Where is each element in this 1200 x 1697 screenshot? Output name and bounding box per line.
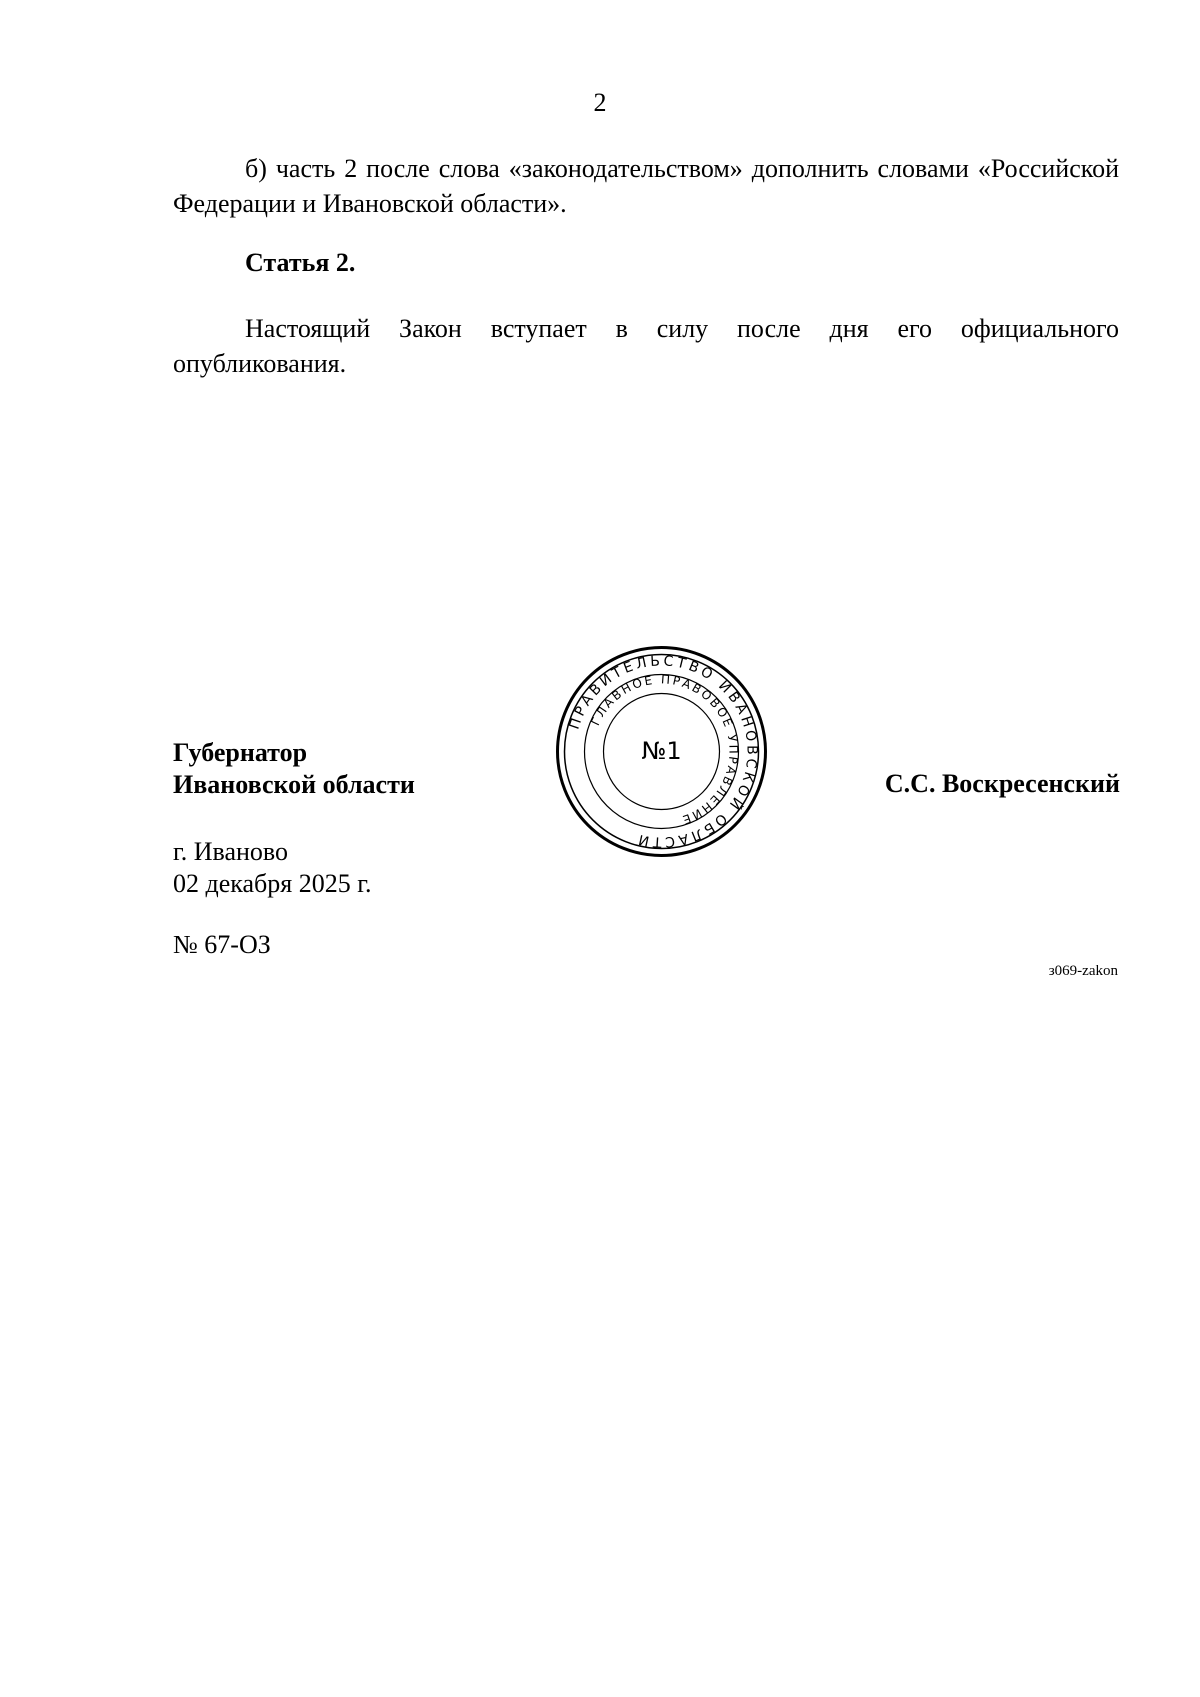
article-title: Статья 2.	[245, 248, 356, 277]
signer-position-line1: Губернатор	[173, 738, 308, 767]
place: г. Иваново	[173, 837, 288, 866]
page-number: 2	[593, 88, 607, 117]
signer-name: С.С. Воскресенский	[884, 769, 1120, 798]
stamp-outer-text: ПРАВИТЕЛЬСТВО ИВАНОВСКОЙ ОБЛАСТИ	[566, 653, 760, 850]
stamp-inner-text: ГЛАВНОЕ ПРАВОВОЕ УПРАВЛЕНИЕ	[588, 672, 741, 828]
place-date	[173, 836, 371, 900]
signer-position-line2: Ивановской области	[173, 770, 415, 799]
article-text: Настоящий Закон вступает в силу после дня его официального опубликования.	[173, 314, 1119, 378]
stamp-number: №1	[641, 737, 682, 765]
official-stamp	[555, 645, 768, 858]
law-number: № 67-ОЗ	[173, 930, 271, 959]
date: 02 декабря 2025 г.	[173, 869, 372, 898]
document-code: з069-zakon	[1048, 963, 1118, 979]
amendment-paragraph-b: б) часть 2 после слова «законодательством» дополнить словами «Российской Федерации и Ивановской области».	[173, 154, 1119, 218]
signer-position	[173, 737, 415, 801]
